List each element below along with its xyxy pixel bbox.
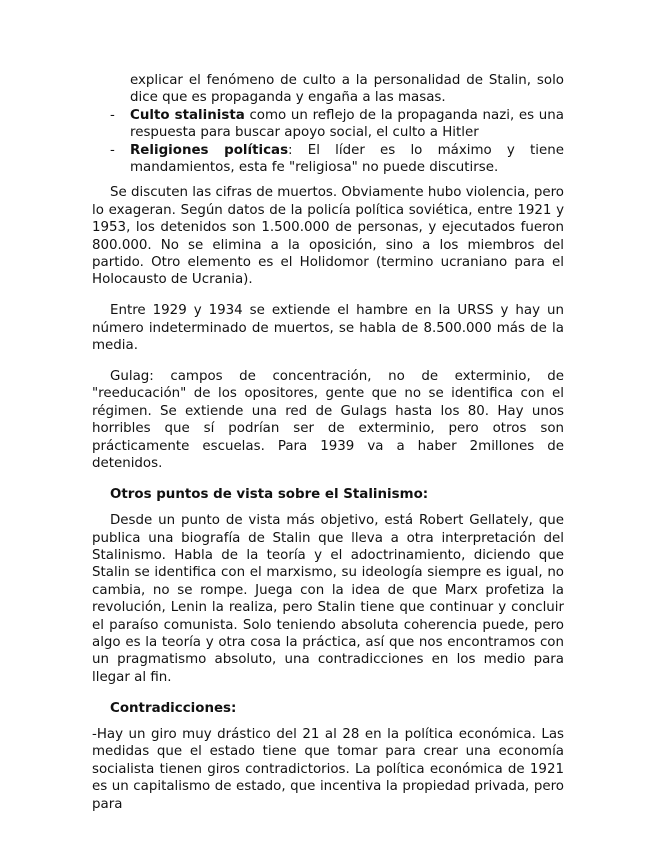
paragraph-cifras-muertos: Se discuten las cifras de muertos. Obviamente hubo violencia, pero lo exageran. Según datos de la policía política soviética, entre 1921 y 1953, los detenidos son 1.500.000 de personas, y ejecutados fueron 800.000. No se elimina a la oposición, sino a los miembros del partido. Otro elemento es el Holidomor (termino ucraniano para el Holocausto de Ucrania). (92, 185, 564, 288)
bullet-religiones-politicas (92, 142, 564, 177)
paragraph-hambre-urss: Entre 1929 y 1934 se extiende el hambre en la URSS y hay un número indeterminado de muertos, se habla de 8.500.000 más de la media. (92, 303, 564, 354)
bullet-text: como un reflejo de la propaganda nazi, es una respuesta para buscar apoyo social, el culto a Hitler (130, 107, 564, 141)
heading-otros-puntos: Otros puntos de vista sobre el Stalinismo: (110, 486, 429, 502)
heading-contradicciones: Contradicciones: (110, 700, 237, 716)
bullet-term: Culto stalinista (130, 107, 245, 123)
bullet-text: : El líder es lo máximo y tiene mandamientos, esta fe "religiosa" no puede discutirse. (130, 142, 564, 176)
bullet-term: Religiones políticas (130, 142, 289, 158)
intro-continuation: explicar el fenómeno de culto a la personalidad de Stalin, solo dice que es propaganda y engaña a las masas. (130, 73, 564, 106)
bullet-culto-stalinista (92, 107, 564, 142)
document-page (92, 72, 564, 826)
bullet-dash: - (110, 142, 115, 158)
bullet-dash: - (110, 107, 115, 123)
paragraph-gellately: Desde un punto de vista más objetivo, está Robert Gellately, que publica una biografía de Stalin que lleva a otra interpretación del Stalinismo. Habla de la teoría y el adoctrinamiento, diciendo que Stalin se identifica con el marxismo, su ideología siempre es igual, no cambia, no se rompe. Juega con la idea de que Marx profetiza la revolución, Lenin la realiza, pero Stalin tiene que continuar y concluir el paraíso comunista. Solo teniendo absoluta coherencia puede, pero algo es la teoría y otra cosa la práctica, así que nos encontramos con un pragmatismo absoluto, una contradicciones en los medio para llegar al fin. (92, 513, 564, 685)
paragraph-gulag: Gulag: campos de concentración, no de exterminio, de "reeducación" de los opositores, gente que no se identifica con el régimen. Se extiende una red de Gulags hasta los 80. Hay unos horribles que sí podrían ser de exterminio, pero otros son prácticamente escuelas. Para 1939 va a haber 2millones de detenidos. (92, 368, 564, 471)
paragraph-contradicciones: -Hay un giro muy drástico del 21 al 28 en la política económica. Las medidas que el estado tiene que tomar para crear una economía socialista tienen giros contradictorios. La política económica de 1921 es un capitalismo de estado, que incentiva la propiedad privada, pero para (92, 726, 564, 812)
